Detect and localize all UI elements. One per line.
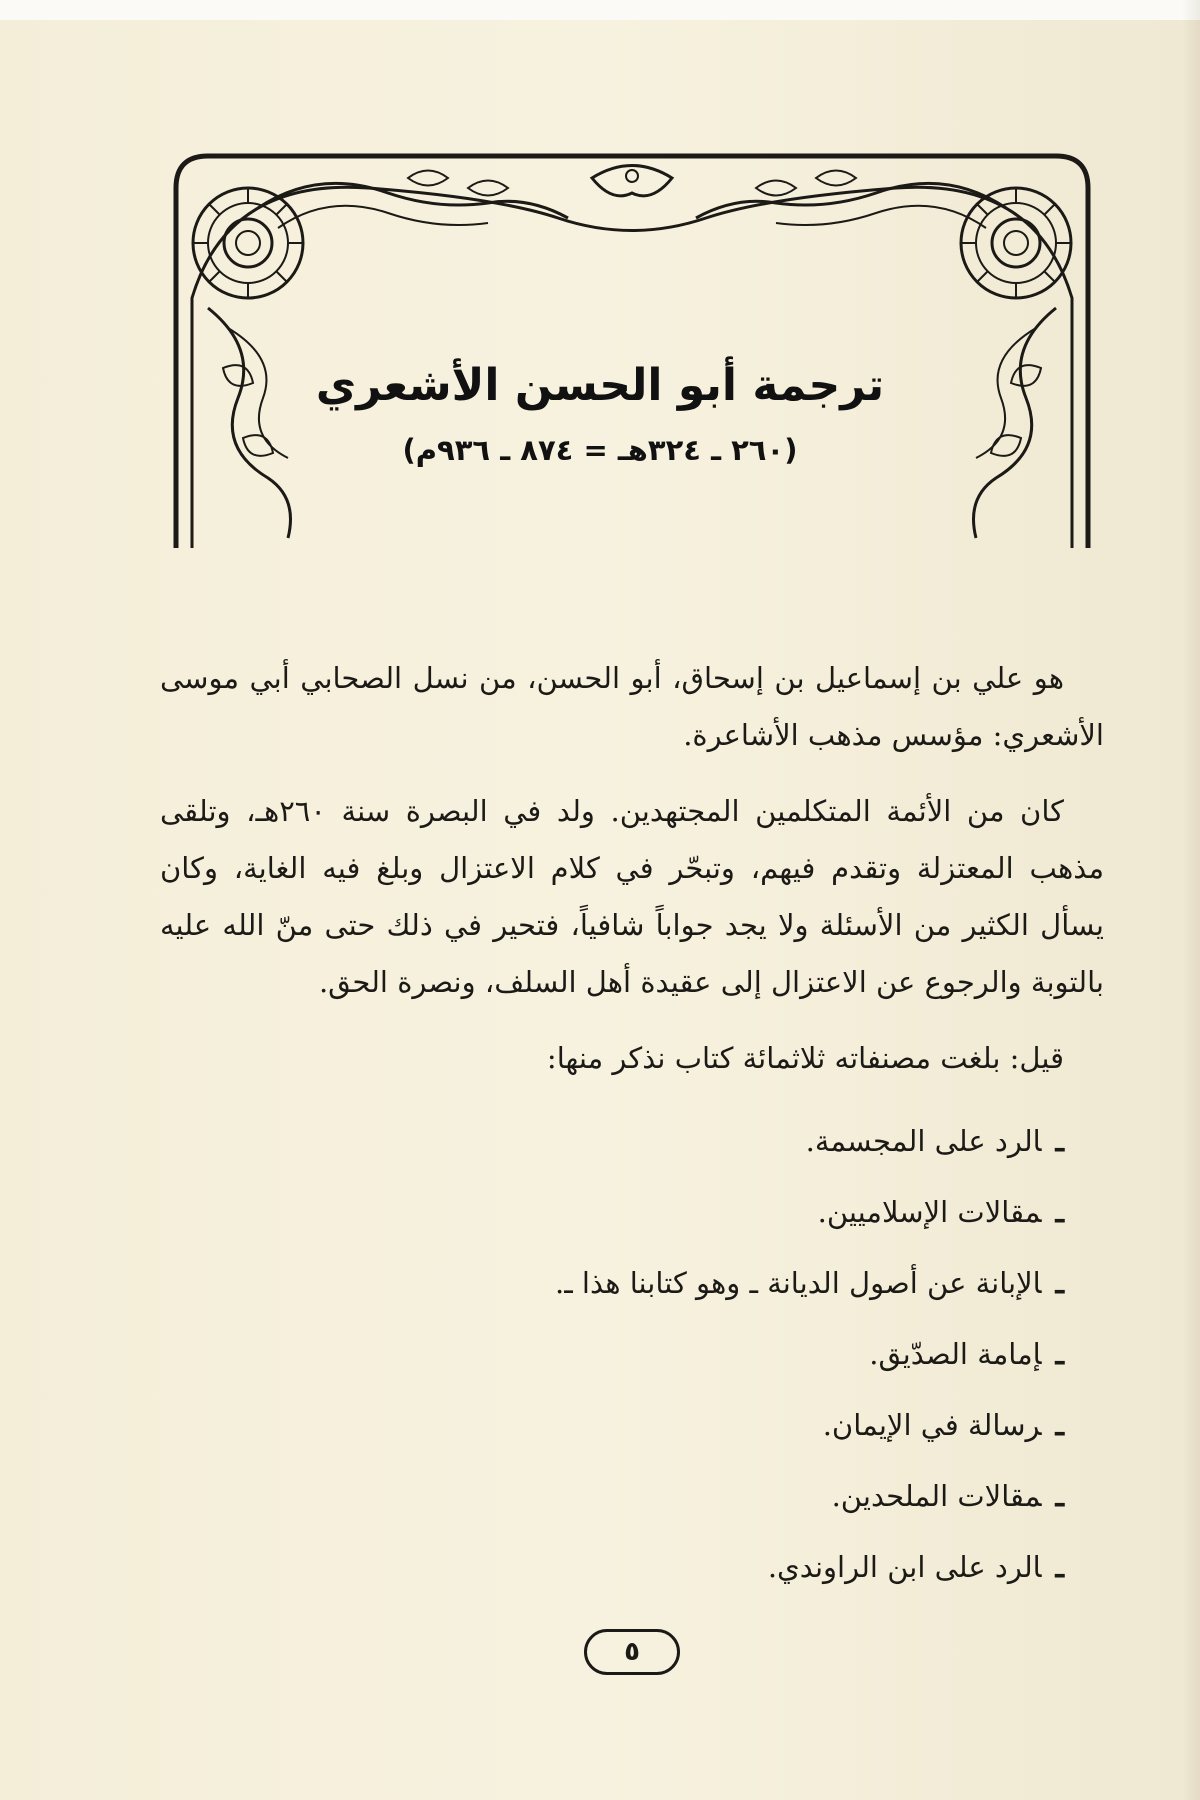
list-item: ـرسالة في الإيمان. bbox=[822, 1408, 1064, 1442]
list-item: ـالرد على المجسمة. bbox=[805, 1124, 1064, 1158]
works-list bbox=[160, 1106, 1104, 1603]
list-item: ـمقالات الملحدين. bbox=[831, 1479, 1064, 1513]
list-dash: ـ bbox=[1055, 1408, 1064, 1442]
page-title: ترجمة أبو الحسن الأشعري bbox=[315, 360, 885, 411]
list-dash: ـ bbox=[1055, 1195, 1064, 1229]
paragraph-career: كان من الأئمة المتكلمين المجتهدين. ولد في البصرة سنة ٢٦٠هـ، وتلقى مذهب المعتزلة وتقدم فيهم، وتبحّر في كلام الاعتزال وبلغ فيه الغاية، وكان يسأل الكثير من الأسئلة ولا يجد جواباً شافياً، فتحير في ذلك حتى منّ الله عليه بالتوبة والرجوع عن الاعتزال إلى عقيدة أهل السلف، ونصرة الحق. bbox=[160, 794, 1104, 999]
chapter-heading bbox=[300, 360, 900, 467]
page-top-edge bbox=[0, 0, 1200, 20]
page-subtitle-dates: (٢٦٠ ـ ٣٢٤هـ = ٨٧٤ ـ ٩٣٦م) bbox=[402, 432, 798, 467]
list-dash: ـ bbox=[1055, 1124, 1064, 1158]
list-item: ـمقالات الإسلاميين. bbox=[817, 1195, 1064, 1229]
ornamental-header-frame bbox=[168, 148, 1096, 558]
list-dash: ـ bbox=[1055, 1479, 1064, 1513]
list-item: ـالإبانة عن أصول الديانة ـ وهو كتابنا هذا ـ. bbox=[554, 1266, 1064, 1300]
list-dash: ـ bbox=[1055, 1266, 1064, 1300]
page-binding-shadow bbox=[1182, 0, 1200, 1800]
list-dash: ـ bbox=[1055, 1550, 1064, 1584]
list-dash: ـ bbox=[1055, 1337, 1064, 1371]
paragraph-works-intro: قيل: بلغت مصنفاته ثلاثمائة كتاب نذكر منها: bbox=[546, 1041, 1064, 1075]
paragraph-lineage: هو علي بن إسماعيل بن إسحاق، أبو الحسن، من نسل الصحابي أبي موسى الأشعري: مؤسس مذهب الأشاعرة. bbox=[160, 661, 1104, 752]
page-number-badge: ٥ bbox=[584, 1629, 680, 1675]
list-item: ـإمامة الصدّيق. bbox=[869, 1337, 1064, 1371]
biography-text bbox=[160, 650, 1104, 1603]
list-item: ـالرد على ابن الراوندي. bbox=[767, 1550, 1064, 1584]
